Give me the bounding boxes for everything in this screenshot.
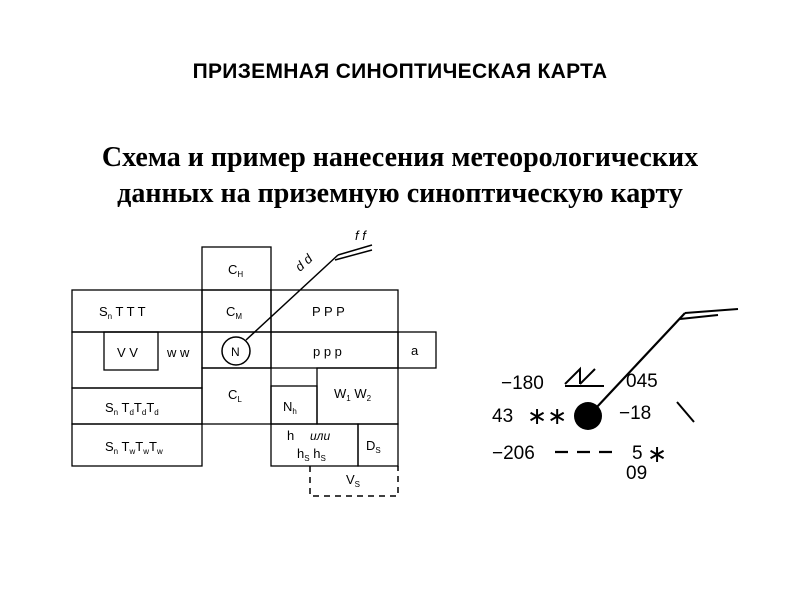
- example-pressure-change: −180: [501, 373, 544, 394]
- subtitle-line-2: данных на приземную синоптическую карту: [117, 178, 683, 209]
- example-snow-single: ∗: [647, 441, 668, 468]
- past-weather-symbol: [677, 402, 694, 422]
- ppp-upper-label: P P P: [312, 304, 345, 319]
- cm-label: $C_M$: [226, 304, 243, 321]
- example-dewpoint: −18: [619, 403, 652, 424]
- tendency-symbol-1: [565, 369, 580, 384]
- wind-barb-1: [338, 245, 372, 255]
- n-label: N: [231, 345, 240, 359]
- example-snow-symbol: ∗∗: [527, 403, 568, 430]
- example-pressure: 045: [626, 371, 658, 392]
- sn-tw-label: $S_n$ $T_wT_wT_w$: [105, 439, 163, 456]
- ppp-lower-label: p p p: [313, 344, 342, 359]
- tendency-symbol-2: [580, 369, 595, 384]
- h-label: h: [287, 428, 295, 443]
- example-wind-barb-2: [680, 315, 718, 319]
- example-wind-barb-1: [685, 309, 738, 313]
- subtitle-line-1: Схема и пример нанесения метеорологических: [101, 142, 699, 173]
- example-temperature: 43: [492, 406, 514, 427]
- dd-label: d d: [291, 250, 316, 275]
- wind-staff: [246, 255, 338, 340]
- sn-ttt-label: $S_n$ T T T: [99, 304, 146, 321]
- ili-label: или: [310, 429, 331, 443]
- cell-vv-ww: [72, 332, 202, 388]
- example-station-plot: [492, 309, 738, 484]
- vv-label: V V: [117, 345, 138, 360]
- nh-label: $N_h$: [283, 399, 297, 416]
- example-visibility-value: −206: [492, 443, 535, 464]
- ds-label: $D_S$: [366, 438, 381, 455]
- example-station-circle: [574, 402, 602, 430]
- page-title: ПРИЗЕМНАЯ СИНОПТИЧЕСКАЯ КАРТА: [192, 60, 608, 83]
- sn-td-label: $S_n$ $T_dT_dT_d$: [105, 400, 159, 417]
- example-cloud-value: 5: [632, 443, 643, 464]
- ff-label: f f: [355, 228, 366, 243]
- example-wind-staff: [596, 313, 685, 408]
- cell-nh: [271, 386, 317, 424]
- cell-ds: [358, 424, 398, 466]
- hs-hs-label: $h_S$ $h_S$: [297, 446, 326, 463]
- ch-label: $C_H$: [228, 262, 244, 279]
- example-precip-value: 09: [626, 463, 648, 484]
- cl-label: $C_L$: [228, 387, 242, 404]
- ww-label: w w: [167, 345, 190, 360]
- vs-label: $V_S$: [346, 472, 361, 489]
- w1w2-label: $W_1$ $W_2$: [334, 386, 372, 403]
- a-label: a: [411, 343, 419, 358]
